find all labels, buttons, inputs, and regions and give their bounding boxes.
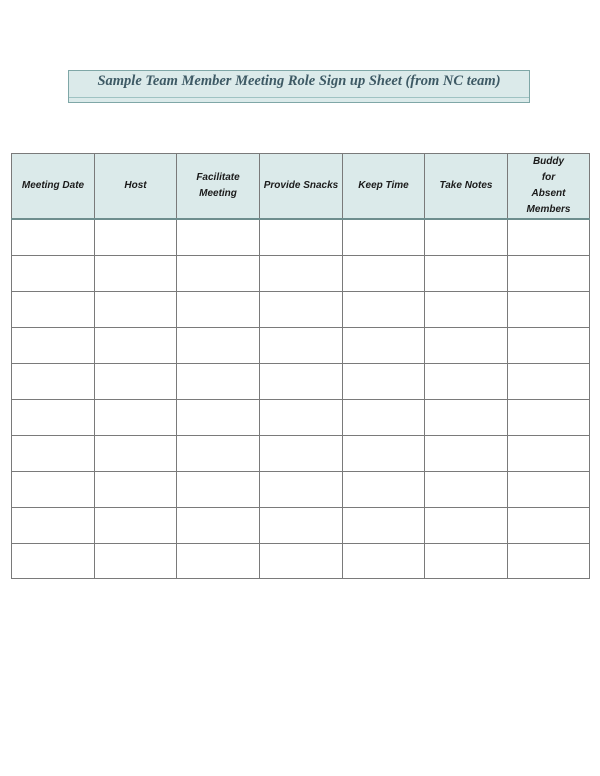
- table-cell[interactable]: [425, 255, 508, 291]
- table-body: [12, 219, 590, 578]
- table-header-row: [12, 154, 590, 220]
- table-cell[interactable]: [343, 291, 425, 327]
- table-row: [12, 435, 590, 471]
- table-cell[interactable]: [260, 543, 343, 578]
- column-header-label: Facilitate Meeting: [196, 172, 240, 199]
- table-cell[interactable]: [95, 435, 177, 471]
- table-cell[interactable]: [508, 255, 590, 291]
- table-cell[interactable]: [425, 219, 508, 255]
- table-cell[interactable]: [425, 327, 508, 363]
- table-row: [12, 219, 590, 255]
- column-header-keep-time: [343, 154, 425, 220]
- table-cell[interactable]: [12, 471, 95, 507]
- table-cell[interactable]: [95, 399, 177, 435]
- table-row: [12, 291, 590, 327]
- table-row: [12, 507, 590, 543]
- table-cell[interactable]: [95, 363, 177, 399]
- table-cell[interactable]: [508, 507, 590, 543]
- table-cell[interactable]: [343, 219, 425, 255]
- table-cell[interactable]: [177, 399, 260, 435]
- signup-table: [11, 153, 590, 579]
- table-cell[interactable]: [425, 435, 508, 471]
- table-row: [12, 327, 590, 363]
- table-cell[interactable]: [260, 471, 343, 507]
- table-cell[interactable]: [260, 255, 343, 291]
- table-cell[interactable]: [12, 507, 95, 543]
- table-cell[interactable]: [343, 399, 425, 435]
- table-cell[interactable]: [12, 291, 95, 327]
- title-banner: [68, 70, 530, 103]
- page-title: Sample Team Member Meeting Role Sign up Sheet (from NC team): [97, 73, 501, 89]
- table-cell[interactable]: [12, 399, 95, 435]
- table-cell[interactable]: [508, 327, 590, 363]
- table-cell[interactable]: [177, 435, 260, 471]
- table-cell[interactable]: [12, 219, 95, 255]
- column-header-take-notes: [425, 154, 508, 220]
- table-cell[interactable]: [508, 471, 590, 507]
- column-header-host: [95, 154, 177, 220]
- table-cell[interactable]: [12, 363, 95, 399]
- table-cell[interactable]: [343, 435, 425, 471]
- column-header-label: Meeting Date: [21, 180, 85, 191]
- table-cell[interactable]: [260, 291, 343, 327]
- table-cell[interactable]: [12, 255, 95, 291]
- column-header-label: Host: [124, 180, 147, 191]
- column-header-label: Buddy for Absent Members: [526, 156, 571, 215]
- table-cell[interactable]: [260, 363, 343, 399]
- table-cell[interactable]: [177, 543, 260, 578]
- table-cell[interactable]: [260, 399, 343, 435]
- table-cell[interactable]: [177, 363, 260, 399]
- table-cell[interactable]: [177, 255, 260, 291]
- table-cell[interactable]: [425, 399, 508, 435]
- column-header-meeting-date: [12, 154, 95, 220]
- table-cell[interactable]: [508, 363, 590, 399]
- table-cell[interactable]: [95, 291, 177, 327]
- column-header-label: Take Notes: [439, 180, 493, 191]
- table-cell[interactable]: [425, 507, 508, 543]
- table-cell[interactable]: [177, 291, 260, 327]
- column-header-provide-snacks: [260, 154, 343, 220]
- table-row: [12, 363, 590, 399]
- table-cell[interactable]: [95, 471, 177, 507]
- table-cell[interactable]: [425, 471, 508, 507]
- table-cell[interactable]: [508, 399, 590, 435]
- table-cell[interactable]: [343, 543, 425, 578]
- column-header-buddy-for-absent-members: [508, 154, 590, 220]
- table-row: [12, 399, 590, 435]
- table-cell[interactable]: [343, 255, 425, 291]
- table-cell[interactable]: [95, 507, 177, 543]
- column-header-label: Provide Snacks: [263, 180, 339, 191]
- table-row: [12, 471, 590, 507]
- table-cell[interactable]: [95, 219, 177, 255]
- table-cell[interactable]: [508, 543, 590, 578]
- table-cell[interactable]: [425, 543, 508, 578]
- table-row: [12, 255, 590, 291]
- table-cell[interactable]: [260, 435, 343, 471]
- table-cell[interactable]: [425, 291, 508, 327]
- table-cell[interactable]: [12, 435, 95, 471]
- table-cell[interactable]: [260, 219, 343, 255]
- table-cell[interactable]: [260, 507, 343, 543]
- table-cell[interactable]: [12, 327, 95, 363]
- table-cell[interactable]: [508, 435, 590, 471]
- column-header-label: Keep Time: [358, 180, 409, 191]
- table-cell[interactable]: [260, 327, 343, 363]
- table-cell[interactable]: [343, 363, 425, 399]
- table-cell[interactable]: [95, 255, 177, 291]
- table-cell[interactable]: [177, 507, 260, 543]
- table-cell[interactable]: [343, 327, 425, 363]
- column-header-facilitate-meeting: [177, 154, 260, 220]
- table-cell[interactable]: [425, 363, 508, 399]
- table-cell[interactable]: [343, 471, 425, 507]
- table-cell[interactable]: [177, 327, 260, 363]
- table-cell[interactable]: [508, 219, 590, 255]
- table-cell[interactable]: [95, 327, 177, 363]
- table-cell[interactable]: [177, 219, 260, 255]
- table-cell[interactable]: [343, 507, 425, 543]
- table-cell[interactable]: [95, 543, 177, 578]
- table-cell[interactable]: [12, 543, 95, 578]
- table-cell[interactable]: [508, 291, 590, 327]
- table-cell[interactable]: [177, 471, 260, 507]
- table-row: [12, 543, 590, 578]
